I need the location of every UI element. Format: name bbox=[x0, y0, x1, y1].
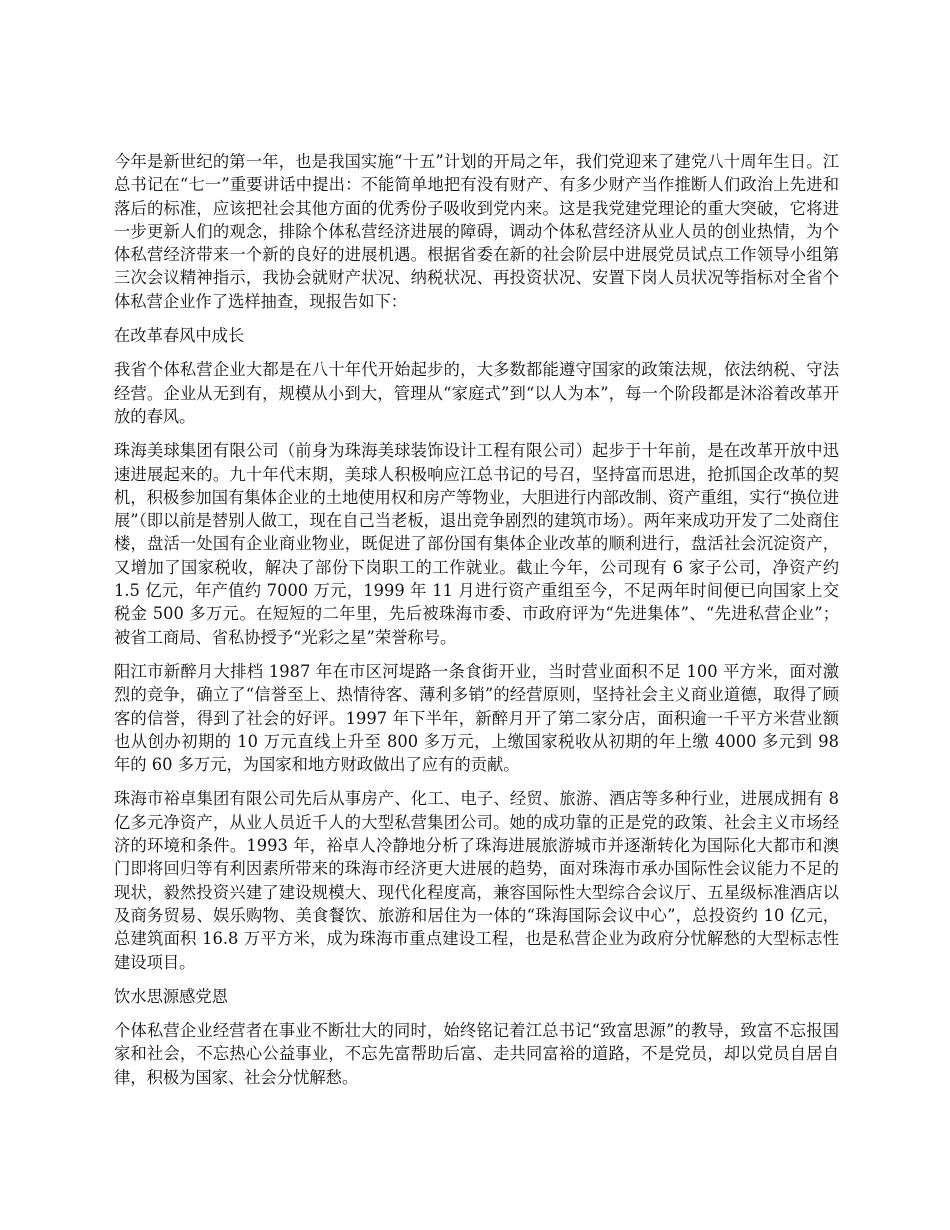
paragraph-meiqiu-group: 珠海美球集团有限公司（前身为珠海美球装饰设计工程有限公司）起步于十年前，是在改革开放中迅速进展起来的。九十年代末期，美球人积极响应江总书记的号召，坚持富而思进，抢抓国企改革的契机，积极参加国有集体企业的土地使用权和房产等物业，大胆进行内部改制、资产重组，实行“换位进展”（即以前是替别人做工，现在自己当老板，退出竞争剧烈的建筑市场）。两年来成功开发了二处商住楼，盘活一处国有企业商业物业，既促进了部份国有集体企业改革的顺利进行，盘活社会沉淀资产，又增加了国家税收，解决了部份下岗职工的工作就业。截止今年，公司现有 6 家子公司，净资产约 1.5 亿元，年产值约 7000 万元，1999 年 11 月进行资产重组至今，不足两年时间便已向国家上交税金 500 多万元。在短短的二年里，先后被珠海市委、市政府评为“先进集体”、“先进私营企业”；被省工商局、省私协授予“光彩之星”荣誉称号。 bbox=[114, 441, 839, 647]
document-body bbox=[114, 150, 839, 1100]
paragraph-xinzuiyue: 阳江市新醉月大排档 1987 年在市区河堤路一条食街开业，当时营业面积不足 100 平方米，面对激烈的竞争，确立了“信誉至上、热情待客、薄利多销”的经营原则，坚持社会主义商业道德，取得了顾客的信誉，得到了社会的好评。1997 年下半年，新醉月开了第二家分店，面积逾一千平方米营业额也从创办初期的 10 万元直线上升至 800 多万元，上缴国家税收从初期的年上缴 4000 多元到 98 年的 60 多万元，为国家和地方财政做出了应有的贡献。 bbox=[114, 661, 839, 775]
section-heading-growth: 在改革春风中成长 bbox=[114, 326, 245, 346]
paragraph-closing: 个体私营企业经营者在事业不断壮大的同时，始终铭记着江总书记“致富思源”的教导，致富不忘报国家和社会，不忘热心公益事业，不忘先富帮助后富、走共同富裕的道路，不是党员，却以党员自居自律，积极为国家、社会分忧解愁。 bbox=[114, 1021, 839, 1087]
paragraph-overview: 我省个体私营企业大都是在八十年代开始起步的，大多数都能遵守国家的政策法规，依法纳税、守法经营。企业从无到有，规模从小到大，管理从“家庭式”到“以人为本”，每一个阶段都是沐浴着改革开放的春风。 bbox=[114, 360, 839, 426]
section-heading-gratitude: 饮水思源感党恩 bbox=[114, 986, 228, 1006]
intro-paragraph: 今年是新世纪的第一年，也是我国实施“十五”计划的开局之年，我们党迎来了建党八十周年生日。江总书记在“七一”重要讲话中提出：不能简单地把有没有财产、有多少财产当作推断人们政治上先进和落后的标准，应该把社会其他方面的优秀份子吸收到党内来。这是我党建党理论的重大突破，它将进一步更新人们的观念，排除个体私营经济进展的障碍，调动个体私营经济从业人员的创业热情，为个体私营经济带来一个新的良好的进展机遇。根据省委在新的社会阶层中进展党员试点工作领导小组第三次会议精神指示，我协会就财产状况、纳税状况、再投资状况、安置下岗人员状况等指标对全省个体私营企业作了选样抽查，现报告如下： bbox=[114, 152, 839, 311]
paragraph-yuzhuo-group: 珠海市裕卓集团有限公司先后从事房产、化工、电子、经贸、旅游、酒店等多种行业，进展成拥有 8 亿多元净资产，从业人员近千人的大型私营集团公司。她的成功靠的正是党的政策、社会主义市场经济的环境和条件。1993 年，裕卓人冷静地分析了珠海进展旅游城市并逐渐转化为国际化大都市和澳门即将回归等有利因素所带来的珠海市经济更大进展的趋势，面对珠海市承办国际性会议能力不足的现状，毅然投资兴建了建设规模大、现代化程度高，兼容国际性大型综合会议厅、五星级标准酒店以及商务贸易、娱乐购物、美食餐饮、旅游和居住为一体的“珠海国际会议中心”，总投资约 10 亿元，总建筑面积 16.8 万平方米，成为珠海市重点建设工程，也是私营企业为政府分忧解愁的大型标志性建设项目。 bbox=[114, 789, 839, 972]
